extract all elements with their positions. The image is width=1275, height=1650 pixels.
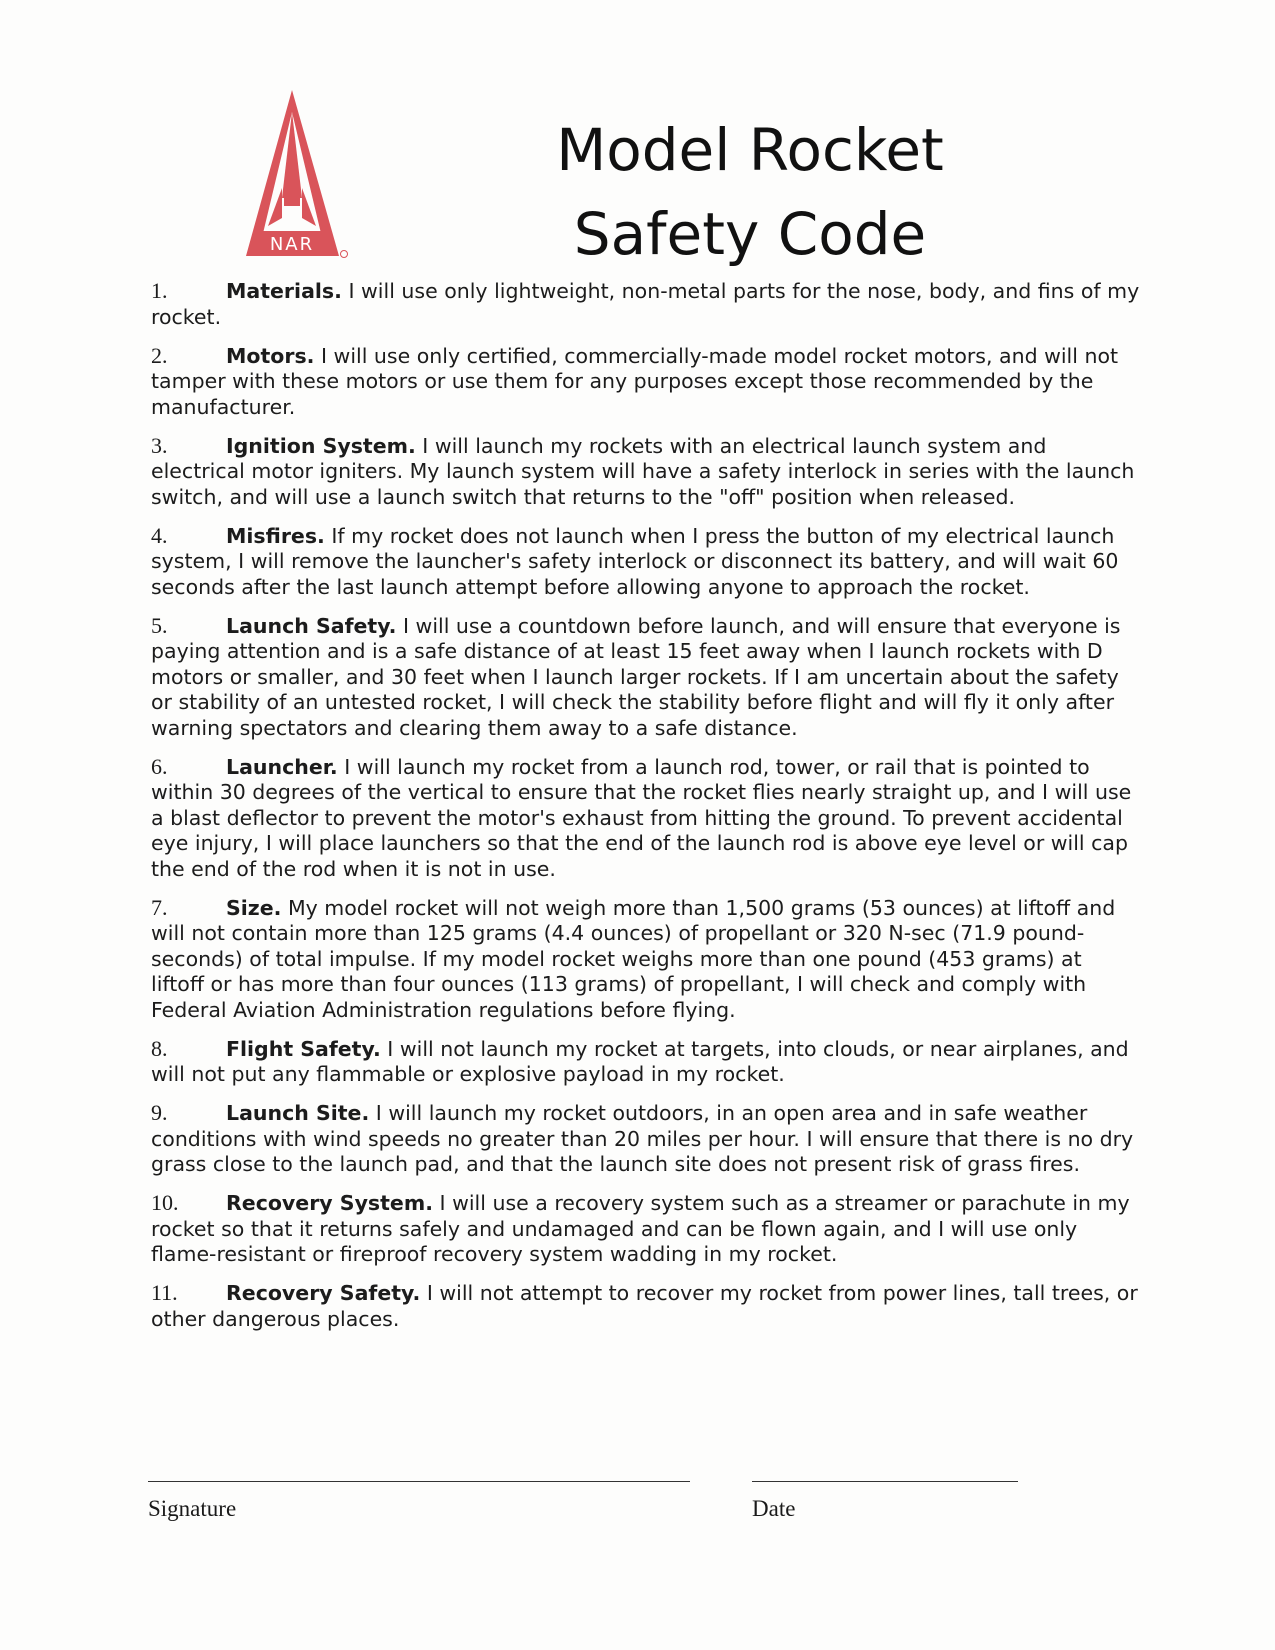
rule-heading: Launcher. xyxy=(226,754,338,779)
rule-item xyxy=(151,278,1141,330)
rule-item xyxy=(151,613,1141,742)
rule-number: 11. xyxy=(151,1280,178,1305)
rule-text: If my rocket does not launch when I press the button of my electrical launch system, I will remove the launcher's safety interlock or disconnect its battery, and will wait 60 seconds after the last launch attempt before allowing anyone to approach the rocket. xyxy=(151,523,1119,599)
rule-text: I will use a recovery system such as a streamer or parachute in my rocket so that it returns safely and undamaged and can be flown again, and I will use only flame-resistant or fireproof recovery system wadding in my rocket. xyxy=(151,1191,1130,1266)
rule-number: 2. xyxy=(151,342,168,368)
date-label: Date xyxy=(752,1496,796,1521)
rule-item xyxy=(151,523,1141,601)
rule-number: 10. xyxy=(151,1190,179,1215)
rule-heading: Flight Safety. xyxy=(226,1036,381,1061)
rule-heading: Misfires. xyxy=(226,523,325,548)
rule-item xyxy=(151,433,1141,511)
rule-number: 7. xyxy=(151,894,168,920)
rule-heading: Recovery System. xyxy=(226,1191,433,1215)
rule-number: 3. xyxy=(151,432,168,458)
rule-item xyxy=(151,1100,1141,1178)
rule-text: I will launch my rocket from a launch rod, tower, or rail that is pointed to within 30 degrees of the vertical to ensure that the rocket flies nearly straight up, and I will use a blast deflector to prevent the motor's exhaust from hitting the ground. To prevent accidental eye injury, I will place launchers so that the end of the launch rod is above eye level or will cap the end of the rod when it is not in use. xyxy=(151,754,1132,881)
signature-label: Signature xyxy=(148,1496,237,1521)
rule-number: 8. xyxy=(151,1035,168,1061)
rule-text: I will launch my rockets with an electrical launch system and electrical motor igniters. My launch system will have a safety interlock in series with the launch switch, and will use a launch switch that returns to the "off" position when released. xyxy=(151,433,1135,509)
rule-item xyxy=(151,754,1141,883)
rule-text: I will use only lightweight, non-metal parts for the nose, body, and fins of my rocket. xyxy=(151,279,1140,329)
rule-heading: Motors. xyxy=(226,343,315,368)
rule-text: My model rocket will not weigh more than 1,500 grams (53 ounces) at liftoff and will not contain more than 125 grams (4.4 ounces) of propellant or 320 N-sec (71.9 pound-seconds) of total impulse. If my model rocket weighs more than one pound (453 grams) at liftoff or has more than four ounces (113 grams) of propellant, I will check and comply with Federal Aviation Administration regulations before flying. xyxy=(151,895,1116,1022)
page-title xyxy=(480,108,1020,276)
rule-heading: Launch Safety. xyxy=(226,613,397,638)
rule-text: I will not launch my rocket at targets, into clouds, or near airplanes, and will not put any flammable or explosive payload in my rocket. xyxy=(151,1036,1129,1086)
rule-item xyxy=(151,1280,1141,1332)
rule-heading: Recovery Safety. xyxy=(226,1281,421,1305)
rule-number: 1. xyxy=(151,278,168,303)
rule-heading: Materials. xyxy=(226,279,342,303)
rule-heading: Launch Site. xyxy=(226,1101,370,1125)
rule-item xyxy=(151,1190,1141,1268)
nar-logo-icon xyxy=(240,88,350,263)
rules-list xyxy=(151,278,1141,1345)
rule-number: 9. xyxy=(151,1100,168,1125)
rule-text: I will use only certified, commercially-made model rocket motors, and will not tamper with these motors or use them for any purposes except those recommended by the manufacturer. xyxy=(151,343,1119,419)
rule-item xyxy=(151,343,1141,421)
title-line-1: Model Rocket xyxy=(556,116,944,184)
rule-number: 4. xyxy=(151,522,168,548)
rule-heading: Size. xyxy=(226,895,282,920)
logo-text: NAR xyxy=(269,234,315,255)
rule-text: I will not attempt to recover my rocket from power lines, tall trees, or other dangerous places. xyxy=(151,1281,1138,1331)
rule-text: I will launch my rocket outdoors, in an open area and in safe weather conditions with wind speeds no greater than 20 miles per hour. I will ensure that there is no dry grass close to the launch pad, and that the launch site does not present risk of grass fires. xyxy=(151,1101,1134,1176)
rule-number: 5. xyxy=(151,612,168,638)
date-line xyxy=(752,1481,1018,1482)
rule-text: I will use a countdown before launch, and will ensure that everyone is paying attention and is a safe distance of at least 15 feet away when I launch rockets with D motors or smaller, and 30 feet when I launch larger rockets. If I am uncertain about the safety or stability of an untested rocket, I will check the stability before flight and will fly it only after warning spectators and clearing them away to a safe distance. xyxy=(151,613,1121,740)
title-line-2: Safety Code xyxy=(573,200,927,268)
signature-line xyxy=(148,1481,690,1482)
rule-heading: Ignition System. xyxy=(226,433,416,458)
rule-number: 6. xyxy=(151,753,168,779)
rule-item xyxy=(151,1036,1141,1088)
rule-item xyxy=(151,895,1141,1024)
